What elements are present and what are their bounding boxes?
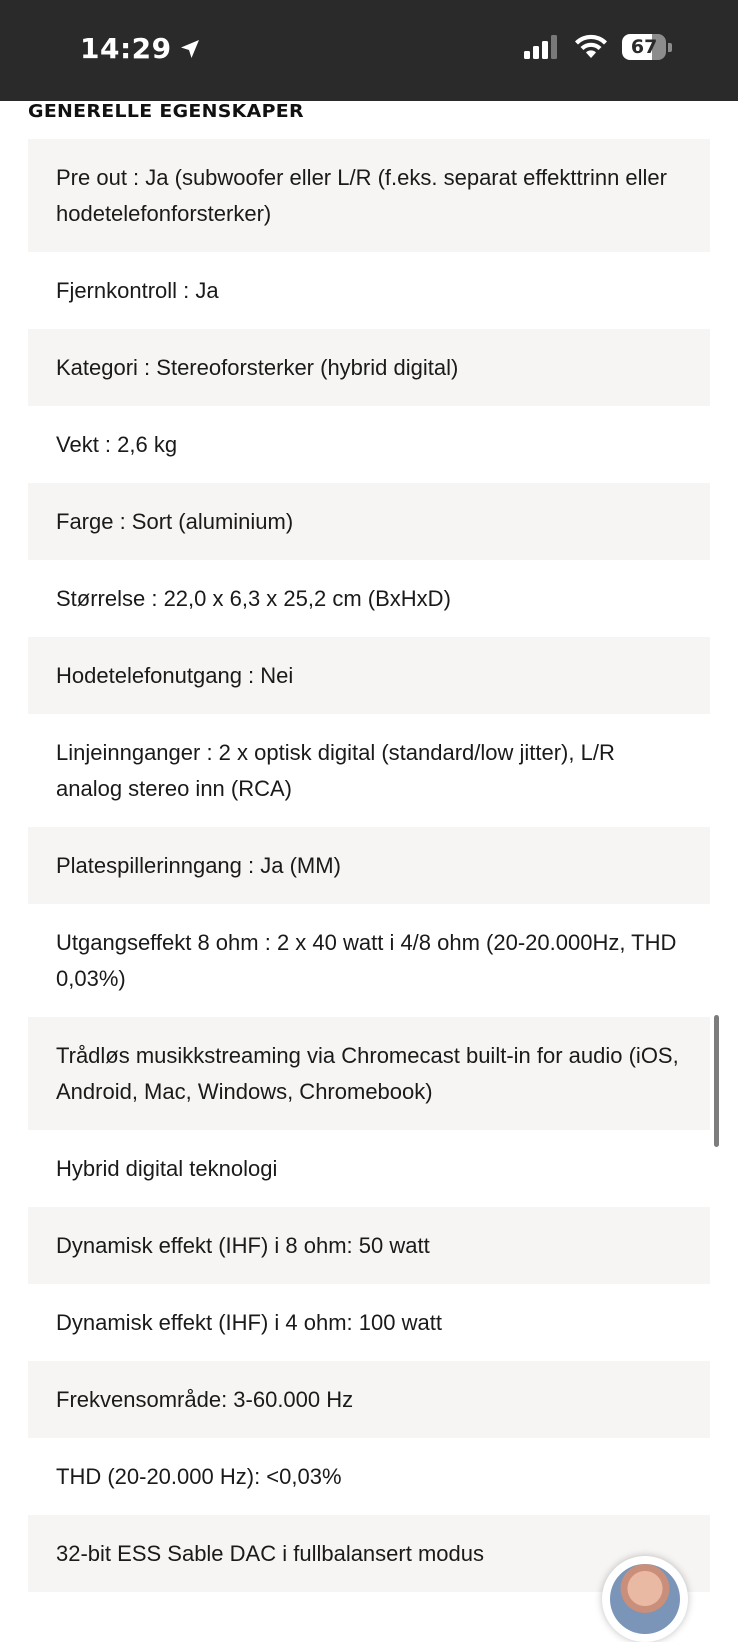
spec-text: Trådløs musikkstreaming via Chromecast built-in for audio (iOS, Android, Mac, Windows, Chromebook) [56,1042,679,1104]
spec-content [28,101,710,1592]
spec-row [28,1361,710,1438]
spec-text: 32-bit ESS Sable DAC i fullbalansert modus [56,1540,484,1566]
battery-level: 67 [630,36,658,58]
spec-text: Farge : Sort (aluminium) [56,508,294,534]
spec-text: Dynamisk effekt (IHF) i 8 ohm: 50 watt [56,1232,430,1258]
chat-avatar-button[interactable] [602,1556,688,1642]
location-arrow-icon [178,37,202,61]
spec-row [28,904,710,1017]
status-time [80,32,202,65]
section-title: GENERELLE EGENSKAPER [28,101,304,122]
spec-text: Pre out : Ja (subwoofer eller L/R (f.eks. separat effekttrinn eller hodetelefonforsterker) [56,164,667,226]
spec-text: Dynamisk effekt (IHF) i 4 ohm: 100 watt [56,1309,442,1335]
status-bar [0,0,738,101]
spec-text: Platespillerinngang : Ja (MM) [56,852,341,878]
spec-row [28,1017,710,1130]
time-text: 14:29 [80,32,172,65]
avatar-image [610,1564,680,1634]
spec-text: Fjernkontroll : Ja [56,277,219,303]
spec-row [28,637,710,714]
spec-row [28,560,710,637]
spec-text: THD (20-20.000 Hz): <0,03% [56,1463,342,1489]
spec-row [28,1207,710,1284]
spec-row [28,139,710,252]
spec-row [28,406,710,483]
spec-list [28,139,710,1592]
spec-text: Linjeinnganger : 2 x optisk digital (standard/low jitter), L/R analog stereo inn (RCA) [56,739,615,801]
spec-text: Kategori : Stereoforsterker (hybrid digital) [56,354,459,380]
spec-text: Vekt : 2,6 kg [56,431,178,457]
spec-row [28,714,710,827]
scrollbar[interactable] [714,1015,719,1147]
spec-text: Størrelse : 22,0 x 6,3 x 25,2 cm (BxHxD) [56,585,451,611]
spec-text: Utgangseffekt 8 ohm : 2 x 40 watt i 4/8 ohm (20-20.000Hz, THD 0,03%) [56,929,677,991]
wifi-icon [574,34,608,60]
spec-row [28,483,710,560]
battery-icon [622,34,672,60]
spec-text: Hybrid digital teknologi [56,1155,278,1181]
status-indicators [524,34,672,60]
spec-row [28,252,710,329]
spec-row [28,827,710,904]
spec-text: Hodetelefonutgang : Nei [56,662,294,688]
spec-row [28,1130,710,1207]
spec-row [28,329,710,406]
spec-row [28,1284,710,1361]
signal-icon [524,35,560,59]
spec-row [28,1438,710,1515]
spec-text: Frekvensområde: 3-60.000 Hz [56,1386,354,1412]
